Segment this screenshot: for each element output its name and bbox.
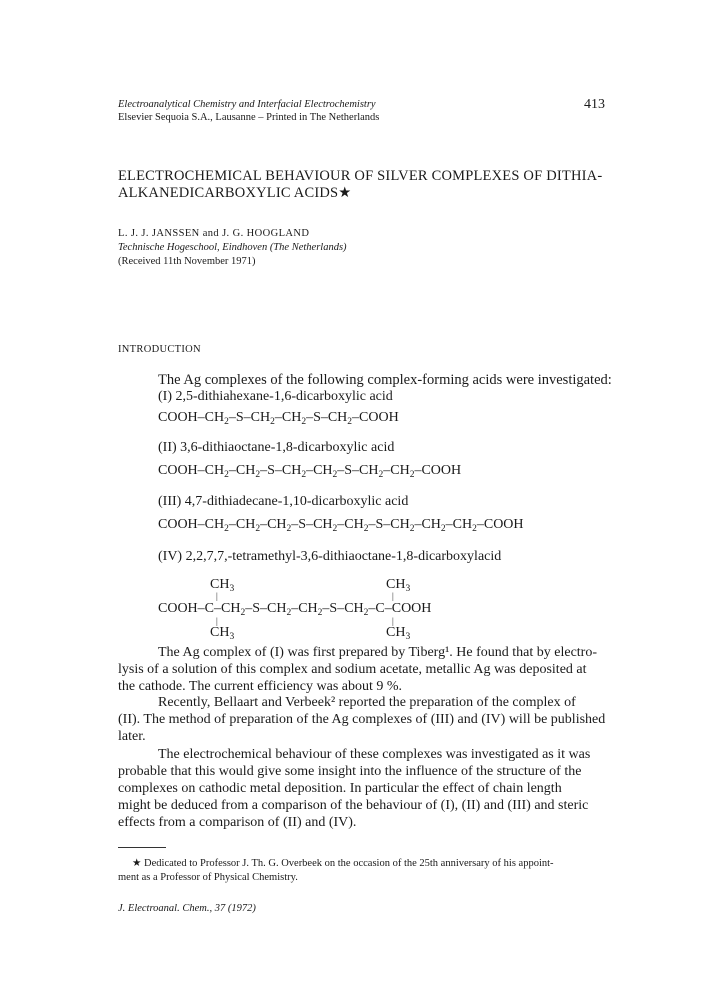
formula-subscript: 2 [363, 524, 369, 534]
formula-subscript: 2 [240, 608, 246, 618]
formula-subscript: 2 [255, 470, 261, 480]
formula-segment: –CH [306, 463, 333, 478]
footnote-rule [118, 847, 166, 848]
formula-segment: –S–CH [291, 517, 333, 532]
formula-segment: –CH [383, 463, 410, 478]
formula-subscript: 2 [409, 470, 415, 480]
paragraph-3-line-4: might be deduced from a comparison of the behaviour of (I), (II) and (III) and steric [118, 798, 589, 813]
formula-segment: –CH [274, 410, 302, 425]
acid-1-name: (I) 2,5-dithiahexane-1,6-dicarboxylic acid [158, 389, 393, 404]
affiliation: Technische Hogeschool, Eindhoven (The Netherlands) [118, 242, 347, 253]
intro-text: The Ag complexes of the following complex-forming acids were investigated: [158, 372, 612, 388]
paragraph-3-line-3: complexes on cathodic metal deposition. In particular the effect of chain length [118, 781, 562, 796]
formula-segment: –CH [228, 517, 256, 532]
formula-subscript: 2 [301, 470, 307, 480]
formula-segment: COOH–CH [158, 463, 225, 478]
formula-segment: –COOH [352, 410, 399, 425]
received-date: (Received 11th November 1971) [118, 256, 256, 267]
paragraph-2-line-3: later. [118, 729, 146, 744]
formula-segment: –COOH [414, 463, 462, 478]
formula-segment: –CH [414, 517, 441, 532]
formula-subscript: 2 [472, 524, 477, 534]
formula-segment: –S–CH [337, 463, 379, 478]
formula-segment: COOH–C–CH [158, 601, 241, 616]
journal-citation: J. Electroanal. Chem., 37 (1972) [118, 903, 256, 914]
bond-top-left: | [216, 591, 218, 601]
authors: L. J. J. JANSSEN and J. G. HOOGLAND [118, 228, 310, 239]
paragraph-2-line-1: Recently, Bellaart and Verbeek² reported the preparation of the complex of [158, 695, 576, 710]
paragraph-2-line-2: (II). The method of preparation of the Ag complexes of (III) and (IV) will be published [118, 712, 606, 727]
formula-1 [158, 409, 399, 426]
formula-segment: –C–COOH [368, 601, 432, 616]
formula-segment: –S–CH [260, 463, 302, 478]
footnote-line-2: ment as a Professor of Physical Chemistry. [118, 872, 298, 883]
formula-subscript: 2 [224, 417, 229, 427]
formula-subscript: 2 [347, 417, 353, 427]
page-number: 413 [584, 97, 605, 112]
acid-4-name: (IV) 2,2,7,7,-tetramethyl-3,6-dithiaoctane-1,8-dicarboxylacid [158, 549, 502, 564]
formula-segment: COOH–CH [158, 517, 225, 532]
formula-subscript: 2 [255, 524, 261, 534]
journal-name: Electroanalytical Chemistry and Interfacial Electrochemistry [118, 99, 376, 110]
publisher-line: Elsevier Sequoia S.A., Lausanne – Printed in The Netherlands [118, 112, 380, 123]
paragraph-3-line-2: probable that this would give some insight into the influence of the structure of the [118, 764, 582, 779]
formula-segment: –CH [445, 517, 473, 532]
formula-2 [158, 462, 461, 479]
bond-top-right: | [392, 591, 394, 601]
formula-subscript: 2 [270, 417, 275, 427]
formula-subscript: 2 [286, 524, 292, 534]
article-title-line1: ELECTROCHEMICAL BEHAVIOUR OF SILVER COMPLEXES OF DITHIA- [118, 168, 603, 184]
formula-subscript: 2 [409, 524, 415, 534]
paragraph-3-line-5: effects from a comparison of (II) and (IV). [118, 815, 357, 830]
acid-2-name: (II) 3,6-dithiaoctane-1,8-dicarboxylic acid [158, 440, 395, 455]
paragraph-3-line-1: The electrochemical behaviour of these complexes was investigated as it was [158, 747, 591, 762]
footnote-line-1: ★ Dedicated to Professor J. Th. G. Overbeek on the occasion of the 25th anniversary of his appoint- [132, 858, 554, 869]
bond-bottom-right: | [392, 616, 394, 626]
formula-segment: –CH [337, 517, 364, 532]
formula-subscript: 2 [224, 524, 229, 534]
formula-segment: –CH [260, 517, 287, 532]
methyl-bottom-right: $CH_3$ [386, 625, 411, 642]
formula-subscript: 2 [301, 417, 307, 427]
formula-subscript: 2 [317, 608, 323, 618]
formula-3 [158, 516, 524, 533]
formula-subscript: 2 [224, 470, 229, 480]
methyl-top-right: $CH_3$ [386, 577, 411, 594]
methyl-top-left: $CH_3$ [210, 577, 235, 594]
formula-segment: –S–CH [228, 410, 271, 425]
formula-segment: –S–CH [322, 601, 364, 616]
bond-bottom-left: | [216, 616, 218, 626]
formula-subscript: 2 [286, 608, 292, 618]
formula-segment: COOH–CH [158, 410, 225, 425]
formula-subscript: 2 [332, 470, 338, 480]
section-heading: INTRODUCTION [118, 344, 201, 355]
formula-segment: –S–CH [306, 410, 348, 425]
formula-segment: –CH [291, 601, 318, 616]
formula-4 [158, 600, 431, 617]
formula-segment: –S–CH [368, 517, 410, 532]
formula-subscript: 2 [440, 524, 446, 534]
formula-segment: –CH [228, 463, 256, 478]
paragraph-1-line-2: lysis of a solution of this complex and sodium acetate, metallic Ag was deposited at [118, 662, 587, 677]
paragraph-1-line-3: the cathode. The current efficiency was about 9 %. [118, 679, 403, 694]
methyl-bottom-left: $CH_3$ [210, 625, 235, 642]
acid-3-name: (III) 4,7-dithiadecane-1,10-dicarboxylic acid [158, 494, 409, 509]
formula-segment: –COOH [476, 517, 524, 532]
paragraph-1-line-1: The Ag complex of (I) was first prepared by Tiberg¹. He found that by electro- [158, 645, 597, 660]
formula-segment: –S–CH [245, 601, 287, 616]
formula-subscript: 2 [332, 524, 338, 534]
article-title-line2: ALKANEDICARBOXYLIC ACIDS★ [118, 185, 352, 201]
formula-subscript: 2 [378, 470, 384, 480]
formula-subscript: 2 [363, 608, 369, 618]
